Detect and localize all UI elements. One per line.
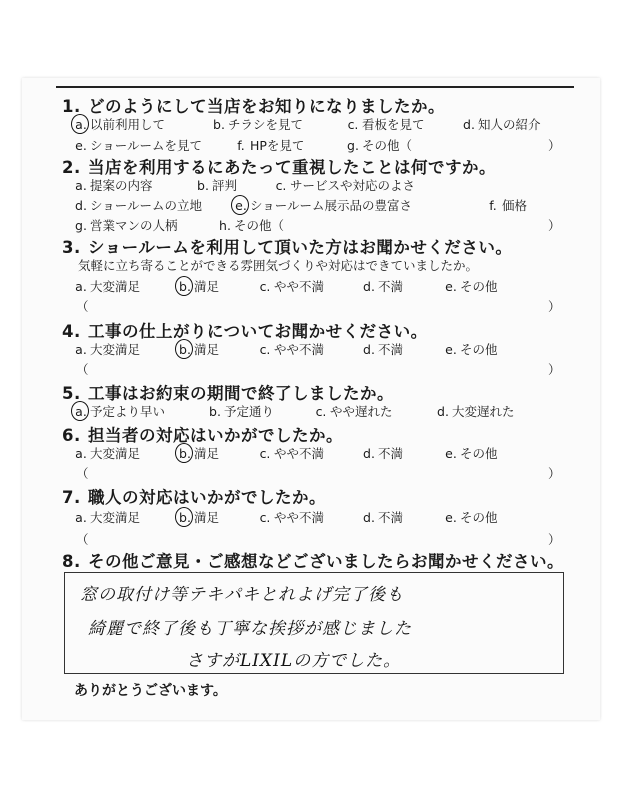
- q5-option-d[interactable]: d. 大変遅れた: [437, 404, 515, 419]
- question-8: 8. その他ご意見・ご感想などございましたらお聞かせください。: [62, 552, 564, 571]
- q5-option-c[interactable]: c. やや遅れた: [315, 404, 393, 419]
- thanks-text: ありがとうございます。: [74, 683, 227, 699]
- q2-option-d[interactable]: d. ショールームの立地: [75, 198, 203, 213]
- question-6: 6. 担当者の対応はいかがでしたか。: [62, 426, 343, 445]
- q5-option-a[interactable]: a. 予定より早い: [72, 402, 165, 420]
- q1-option-b[interactable]: b. チラシを見て: [213, 117, 304, 132]
- q2-option-e[interactable]: e. ショールーム展示品の豊富さ: [232, 196, 412, 214]
- q4-option-c[interactable]: c. やや不満: [259, 342, 325, 357]
- q4-option-a[interactable]: a. 大変満足: [75, 342, 141, 357]
- q3-option-b[interactable]: b. 満足: [176, 277, 219, 295]
- q7-option-b[interactable]: b. 満足: [176, 508, 219, 526]
- question-2: 2. 当店を利用するにあたって重視したことは何ですか。: [62, 158, 496, 177]
- q4-paren-close: ）: [548, 362, 561, 377]
- question-5: 5. 工事はお約束の期間で終了しましたか。: [62, 384, 394, 403]
- question-4: 4. 工事の仕上がりについてお聞かせください。: [62, 322, 428, 341]
- q7-option-e[interactable]: e. その他: [445, 510, 498, 525]
- q3-option-d[interactable]: d. 不満: [363, 279, 404, 294]
- q4-option-e[interactable]: e. その他: [445, 342, 498, 357]
- q7-option-d[interactable]: d. 不満: [363, 510, 404, 525]
- q3-paren-open: （: [76, 299, 89, 314]
- q7-paren-close: ）: [548, 532, 561, 547]
- question-3: 3. ショールームを利用して頂いた方はお聞かせください。: [62, 238, 513, 257]
- q3-option-a[interactable]: a. 大変満足: [75, 279, 141, 294]
- q2-paren-close: ）: [548, 218, 561, 233]
- q6-option-d[interactable]: d. 不満: [363, 446, 404, 461]
- comment-line-1: 窓の取付け等テキパキとれよげ完了後も: [80, 585, 404, 605]
- q2-option-c[interactable]: c. サービスや対応のよさ: [275, 178, 416, 193]
- q2-option-f[interactable]: f. 価格: [489, 198, 528, 213]
- q2-option-a[interactable]: a. 提案の内容: [75, 178, 153, 193]
- q7-option-a[interactable]: a. 大変満足: [75, 510, 141, 525]
- q3-option-e[interactable]: e. その他: [445, 279, 498, 294]
- q4-option-d[interactable]: d. 不満: [363, 342, 404, 357]
- comment-line-3: さすがLIXILの方でした。: [186, 651, 402, 671]
- q6-option-a[interactable]: a. 大変満足: [75, 446, 141, 461]
- top-divider: [56, 86, 574, 88]
- q1-option-e[interactable]: e. ショールームを見て: [75, 138, 203, 153]
- q2-option-g[interactable]: g. 営業マンの人柄: [75, 218, 178, 233]
- q1-option-g[interactable]: g. その他（: [347, 138, 413, 153]
- q6-paren-open: （: [76, 466, 89, 481]
- q4-paren-open: （: [76, 362, 89, 377]
- q6-option-c[interactable]: c. やや不満: [259, 446, 325, 461]
- q1-option-a[interactable]: a. 以前利用して: [72, 115, 165, 133]
- question-1: 1. どのようにして当店をお知りになりましたか。: [62, 97, 445, 116]
- q1-option-c[interactable]: c. 看板を見て: [347, 117, 425, 132]
- q2-option-h[interactable]: h. その他（: [219, 218, 285, 233]
- q1-option-d[interactable]: d. 知人の紹介: [463, 117, 541, 132]
- q5-option-b[interactable]: b. 予定通り: [209, 404, 275, 419]
- q3-subtext: 気軽に立ち寄ることができる雰囲気づくりや対応はできていましたか。: [78, 258, 479, 273]
- q3-paren-close: ）: [548, 299, 561, 314]
- question-7: 7. 職人の対応はいかがでしたか。: [62, 488, 326, 507]
- q6-paren-close: ）: [548, 466, 561, 481]
- q6-option-b[interactable]: b. 満足: [176, 444, 219, 462]
- q7-option-c[interactable]: c. やや不満: [259, 510, 325, 525]
- q1-option-f[interactable]: f. HPを見て: [237, 138, 305, 153]
- q2-option-b[interactable]: b. 評判: [197, 178, 238, 193]
- q3-option-c[interactable]: c. やや不満: [259, 279, 325, 294]
- q4-option-b[interactable]: b. 満足: [176, 340, 219, 358]
- q1-paren-close: ）: [548, 138, 561, 153]
- q6-option-e[interactable]: e. その他: [445, 446, 498, 461]
- comment-line-2: 綺麗で終了後も丁寧な挨拶が感じました: [88, 619, 412, 639]
- q7-paren-open: （: [76, 532, 89, 547]
